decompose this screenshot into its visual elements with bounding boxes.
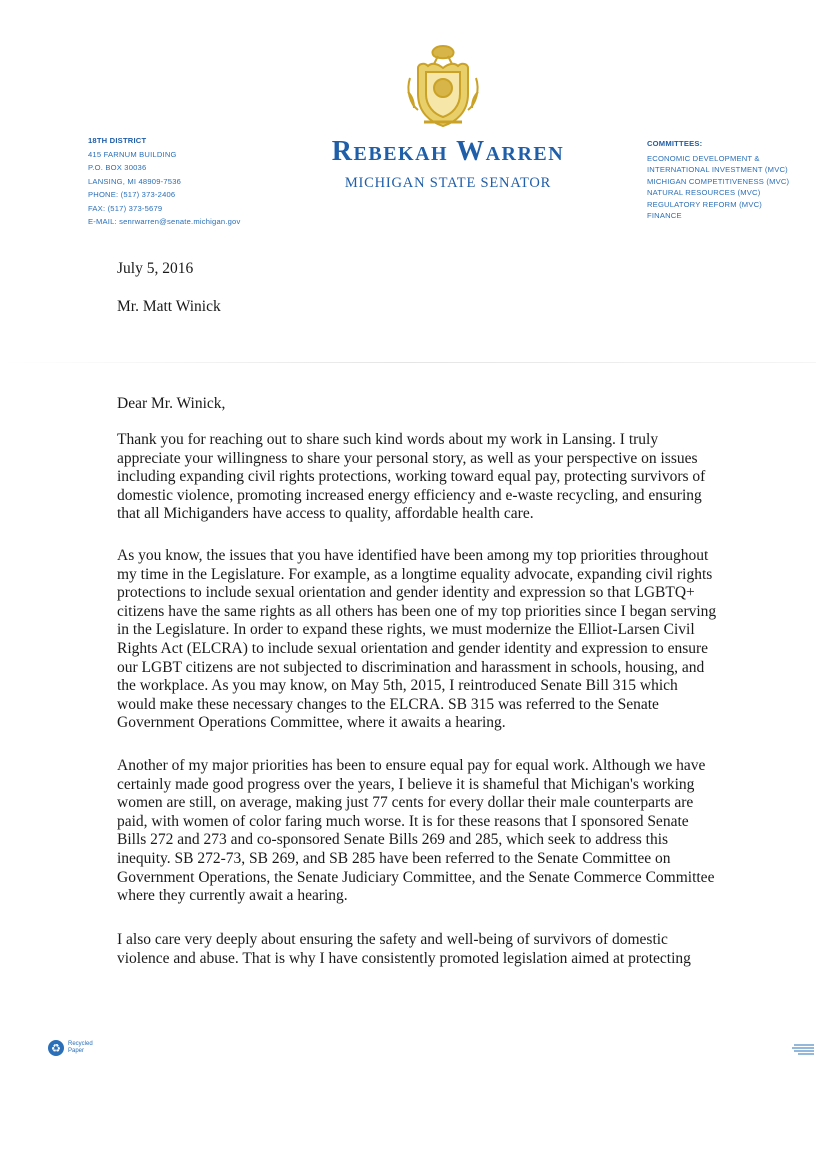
text-line: Another of my major priorities has been to ensure equal pay for equal work. Although we have xyxy=(117,757,706,774)
paragraph-4 xyxy=(117,931,767,968)
text-line: in the Legislature. In order to expand these rights, we must modernize the Elliot-Larsen Civil xyxy=(117,621,695,639)
text-line: violence and abuse. That is why I have consistently promoted legislation aimed at protecting xyxy=(117,949,691,967)
senator-title: MICHIGAN STATE SENATOR xyxy=(344,175,552,191)
text-line: Rights Act (ELCRA) to include sexual orientation and gender identity and expression to ensure xyxy=(117,639,709,657)
text-line: As you know, the issues that you have identified have been among my top priorities throughout xyxy=(117,547,709,564)
text-line: appreciate your willingness to share your personal story, as well as your perspective on issues xyxy=(117,449,698,467)
recycle-icon: ♻ xyxy=(48,1040,64,1056)
text-line: women are still, on average, making just 77 cents for every dollar their male counterparts are xyxy=(117,794,694,812)
email-line: E-MAIL: senrwarren@senate.michigan.gov xyxy=(88,217,241,226)
senator-name: Rebekah Warren xyxy=(331,136,565,167)
committee-item: ECONOMIC DEVELOPMENT & xyxy=(647,153,760,163)
text-line: Government Operations, the Senate Judiciary Committee, and the Senate Commerce Committee xyxy=(117,868,715,886)
recipient-name: Mr. Matt Winick xyxy=(117,298,221,315)
address-line: P.O. BOX 30036 xyxy=(88,163,147,172)
committees-heading: COMMITTEES: xyxy=(647,139,703,148)
district-heading: 18TH DISTRICT xyxy=(88,136,147,145)
paragraph-3 xyxy=(117,757,767,906)
address-line: 415 FARNUM BUILDING xyxy=(88,149,177,159)
fax-line: FAX: (517) 373-5679 xyxy=(88,203,163,213)
text-line: Bills 272 and 273 and co-sponsored Senate Bills 269 and 285, which seek to address this xyxy=(117,831,669,849)
text-line: Thank you for reaching out to share such kind words about my work in Lansing. I truly xyxy=(117,431,659,448)
text-line: Government Operations Committee, where it awaits a hearing. xyxy=(117,714,506,732)
text-line: paid, with women of color faring much worse. It is for these reasons that I sponsored Senate xyxy=(117,812,689,830)
text-line: domestic violence, promoting increased energy efficiency and e-waste recycling, and ensuring xyxy=(117,486,702,504)
text-line: inequity. SB 272-73, SB 269, and SB 285 have been referred to the Senate Committee on xyxy=(117,849,671,867)
committee-item: REGULATORY REFORM (MVC) xyxy=(647,199,763,209)
committees-block xyxy=(647,138,816,222)
text-line: where they currently await a hearing. xyxy=(117,887,348,905)
text-line: the workplace. As you may know, on May 5th, 2015, I reintroduced Senate Bill 315 which xyxy=(117,677,678,695)
watermark-edge-icon xyxy=(790,1042,816,1056)
text-line: that all Michiganders have access to quality, affordable health care. xyxy=(117,505,534,523)
committee-item: INTERNATIONAL INVESTMENT (MVC) xyxy=(647,165,788,174)
michigan-state-seal-icon xyxy=(404,42,482,130)
address-line: LANSING, MI 48909-7536 xyxy=(88,176,182,186)
salutation: Dear Mr. Winick, xyxy=(117,395,226,412)
committee-item: MICHIGAN COMPETITIVENESS (MVC) xyxy=(647,176,790,186)
text-line: including expanding civil rights protections, working toward equal pay, protecting survivors of xyxy=(117,468,706,486)
text-line: would make these necessary changes to the ELCRA. SB 315 was referred to the Senate xyxy=(117,695,659,713)
text-line: my time in the Legislature. For example, as a longtime equality advocate, expanding civil rights xyxy=(117,565,713,583)
committee-item: FINANCE xyxy=(647,211,682,220)
fold-line xyxy=(0,362,816,363)
text-line: our LGBT citizens are not subjected to discrimination and harassment in schools, housing, and xyxy=(117,658,705,676)
text-line: certainly made good progress over the years, I believe it is shameful that Michigan's working xyxy=(117,775,695,793)
recycled-paper-mark xyxy=(48,1040,93,1056)
district-address-block xyxy=(88,134,288,229)
paragraph-1 xyxy=(117,431,767,524)
letter-date: July 5, 2016 xyxy=(117,260,194,277)
recycled-paper-label: Recycled Paper xyxy=(68,1041,93,1054)
paragraph-2 xyxy=(117,547,767,733)
text-line: I also care very deeply about ensuring the safety and well-being of survivors of domestic xyxy=(117,931,668,948)
phone-line: PHONE: (517) 373-2406 xyxy=(88,190,176,199)
committee-item: NATURAL RESOURCES (MVC) xyxy=(647,188,761,197)
text-line: protections to include sexual orientation and gender identity and expression so that LGBTQ+ xyxy=(117,584,695,602)
text-line: citizens have the same rights as all others has been one of my top priorities since I began serving xyxy=(117,602,717,620)
